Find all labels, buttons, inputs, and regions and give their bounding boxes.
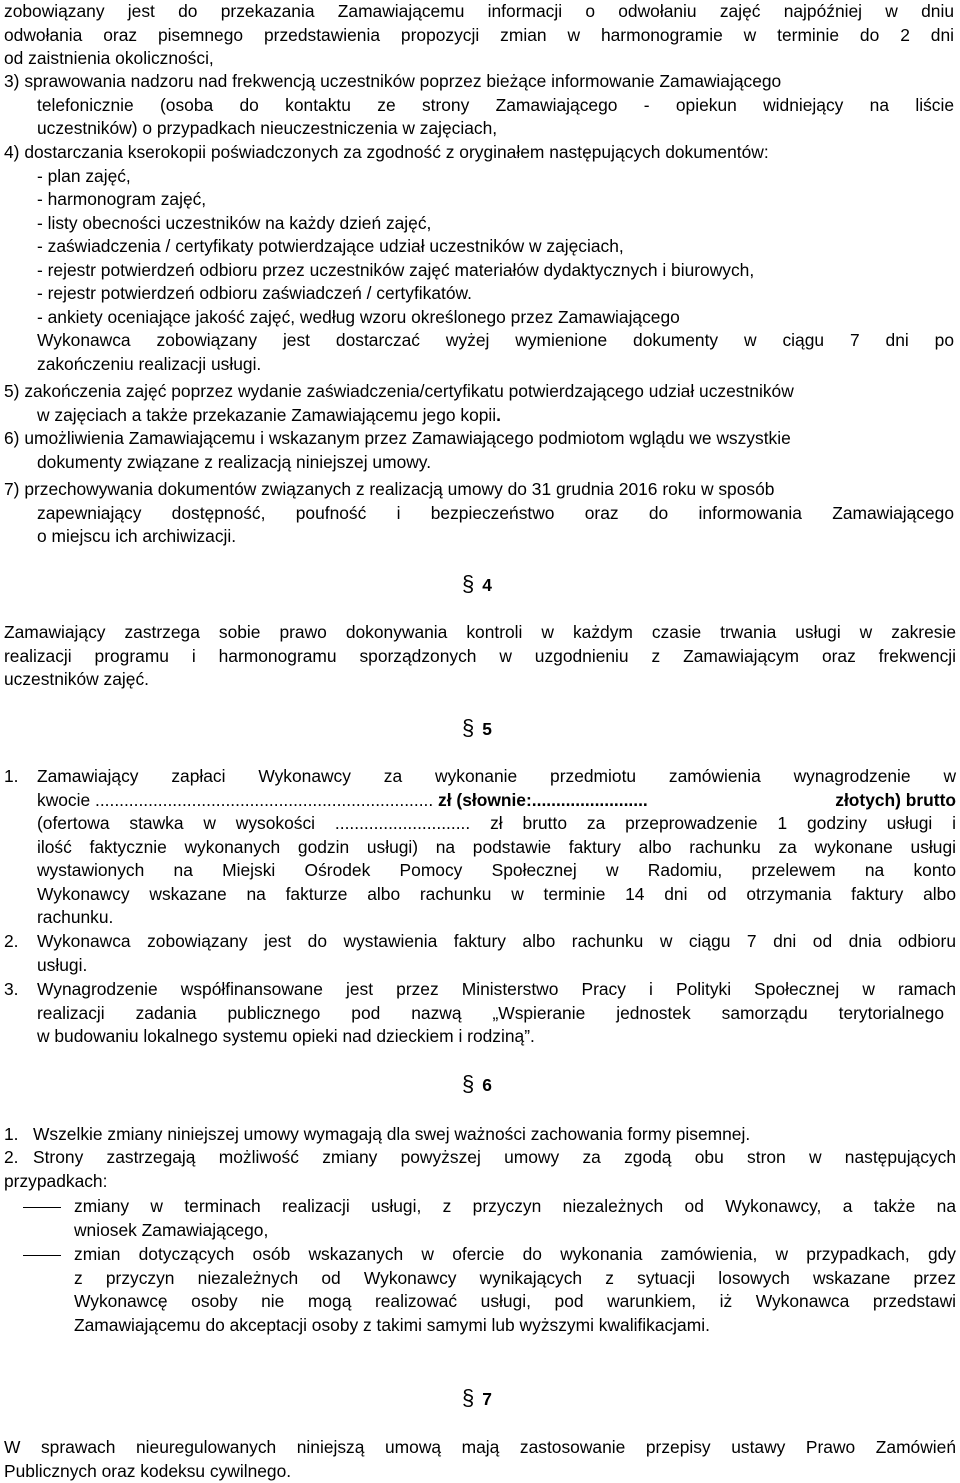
section-symbol: § bbox=[462, 571, 474, 596]
section-6-point-2 bbox=[4, 1146, 956, 1193]
item-number: 7) bbox=[4, 479, 19, 499]
text-line: zakończeniu realizacji usługi. bbox=[37, 353, 954, 377]
text-line bbox=[4, 380, 954, 404]
text-span: przechowywania dokumentów związanych z realizacją umowy do 31 grudnia 2016 roku w sposób bbox=[24, 479, 774, 499]
section-heading-7 bbox=[462, 1386, 492, 1412]
section-5-point-2 bbox=[4, 930, 956, 977]
text-line: wniosek Zamawiającego, bbox=[74, 1219, 956, 1243]
text-span: kwocie ...................................................................... bbox=[37, 790, 433, 810]
text-line: Zamawiający zastrzega sobie prawo dokonywania kontroli w każdym czasie trwania usługi w zakresie bbox=[4, 621, 956, 645]
dash-text bbox=[74, 1243, 956, 1337]
section-number: 5 bbox=[482, 719, 492, 739]
text-span: umożliwienia Zamawiającemu i wskazanym przez Zamawiającego podmiotom wglądu we wszystkie bbox=[24, 428, 790, 448]
section-number: 4 bbox=[482, 575, 492, 595]
text-line bbox=[4, 478, 954, 502]
text-line: usługi. bbox=[4, 954, 956, 978]
text-span: Wykonawca zobowiązany jest do wystawienia faktury albo rachunku w ciągu 7 dni od dnia odbioru bbox=[37, 931, 956, 951]
text-line: telefonicznie (osoba do kontaktu ze strony Zamawiającego - opiekun widniejący na liście bbox=[4, 94, 954, 118]
dash-marker bbox=[4, 1243, 74, 1337]
section-heading-4 bbox=[462, 572, 492, 598]
point-number: 2. bbox=[4, 930, 37, 954]
text-line: dokumenty związane z realizacją niniejszej umowy. bbox=[4, 451, 954, 475]
bold-period: . bbox=[496, 405, 501, 425]
text-line: Zamawiającemu do akceptacji osoby z takimi samymi lub wyższymi kwalifikacjami. bbox=[74, 1314, 956, 1338]
dash-marker bbox=[4, 1195, 74, 1242]
currency-label: zł (słownie: bbox=[433, 790, 532, 810]
text-line bbox=[4, 404, 954, 428]
section-5-point-1 bbox=[4, 765, 956, 930]
text-span: Zamawiający zapłaci Wykonawcy za wykonanie przedmiotu zamówienia wynagrodzenie w bbox=[37, 766, 956, 786]
point-number: 3. bbox=[4, 978, 37, 1002]
section-4-body bbox=[4, 621, 956, 692]
text-line: Wykonawcy wskazane na fakturze albo rachunku w terminie 14 dni od otrzymania faktury albo bbox=[37, 883, 956, 907]
text-line: zobowiązany jest do przekazania Zamawiającemu informacji o odwołaniu zajęć najpóźniej w dniu bbox=[4, 0, 954, 24]
text-line bbox=[4, 141, 954, 165]
dash-text bbox=[74, 1195, 956, 1242]
text-line: w budowaniu lokalnego systemu opieki nad dzieckiem i rodziną”. bbox=[4, 1025, 956, 1049]
point-number: 2. bbox=[4, 1146, 33, 1170]
list-item: - rejestr potwierdzeń odbioru przez uczestników zajęć materiałów dydaktycznych i biurowych, bbox=[37, 259, 954, 283]
text-line: W sprawach nieuregulowanych niniejszą umową mają zastosowanie przepisy ustawy Prawo Zamówień bbox=[4, 1436, 956, 1460]
text-line: uczestników) o przypadkach nieuczestniczenia w zajęciach, bbox=[4, 117, 954, 141]
dash-row bbox=[4, 1243, 956, 1337]
text-line: Wykonawcę osoby nie mogą realizować usługi, pod warunkiem, iż Wykonawca przedstawi bbox=[74, 1290, 956, 1314]
section-heading-6 bbox=[462, 1072, 492, 1098]
text-span: Wynagrodzenie współfinansowane jest przez Ministerstwo Pracy i Polityki Społecznej w ramach bbox=[37, 979, 956, 999]
text-span: zakończenia zajęć poprzez wydanie zaświadczenia/certyfikatu potwierdzającego udział uczestników bbox=[24, 381, 793, 401]
section-symbol: § bbox=[462, 1385, 474, 1410]
section-heading-5 bbox=[462, 716, 492, 742]
text-line: z przyczyn niezależnych od Wykonawcy wynikających z sytuacji losowych wskazane przez bbox=[74, 1267, 956, 1291]
item-number: 4) bbox=[4, 142, 19, 162]
list-item-6 bbox=[4, 427, 954, 474]
dash-item-1 bbox=[4, 1195, 956, 1242]
item-number: 6) bbox=[4, 428, 19, 448]
text-line: realizacji programu i harmonogramu sporządzonych w uzgodnieniu z Zamawiającym oraz frekwencji bbox=[4, 645, 956, 669]
list-item: - plan zajęć, bbox=[37, 165, 954, 189]
dash-row bbox=[4, 1195, 956, 1242]
item-number: 5) bbox=[4, 381, 19, 401]
text-line: Wykonawca zobowiązany jest dostarczać wyżej wymienione dokumenty w ciągu 7 dni po bbox=[37, 329, 954, 353]
list-item: - zaświadczenia / certyfikaty potwierdzające udział uczestników w zajęciach, bbox=[37, 235, 954, 259]
text-line: zapewniający dostępność, poufność i bezpieczeństwo oraz do informowania Zamawiającego bbox=[4, 502, 954, 526]
text-line bbox=[4, 1123, 956, 1147]
point-number: 1. bbox=[4, 765, 37, 789]
text-span: Strony zastrzegają możliwość zmiany powyższej umowy za zgodą obu stron w następujących bbox=[33, 1147, 956, 1167]
text-line: od zaistnienia okoliczności, bbox=[4, 47, 954, 71]
section-number: 6 bbox=[482, 1075, 492, 1095]
text-span: Wszelkie zmiany niniejszej umowy wymagają dla swej ważności zachowania formy pisemnej. bbox=[33, 1124, 750, 1144]
text-line: wystawionych na Miejski Ośrodek Pomocy Społecznej w Radomiu, przelewem na konto bbox=[37, 859, 956, 883]
text-line bbox=[4, 978, 956, 1002]
point-body bbox=[4, 789, 956, 930]
text-line: przypadkach: bbox=[4, 1170, 956, 1194]
list-item-4 bbox=[4, 141, 954, 376]
amount-label bbox=[37, 789, 648, 813]
text-line: uczestników zajęć. bbox=[4, 668, 956, 692]
text-line: zmiany w terminach realizacji usługi, z przyczyn niezależnych od Wykonawcy, a także na bbox=[74, 1195, 956, 1219]
section-number: 7 bbox=[482, 1389, 492, 1409]
list-item: - rejestr potwierdzeń odbioru zaświadczeń / certyfikatów. bbox=[37, 282, 954, 306]
list-item-7 bbox=[4, 478, 954, 549]
text-line: o miejscu ich archiwizacji. bbox=[4, 525, 954, 549]
text-line: (ofertowa stawka w wysokości ............................ zł brutto za przeprowadzenie 1 godziny usługi i bbox=[37, 812, 956, 836]
text-line bbox=[4, 1146, 956, 1170]
list-item: - ankiety oceniające jakość zajęć, według wzoru określonego przez Zamawiającego bbox=[37, 306, 954, 330]
section-6-point-1 bbox=[4, 1123, 956, 1147]
text-line: odwołania oraz pisemnego przedstawienia propozycji zmian w harmonogramie w terminie do 2 dni bbox=[4, 24, 954, 48]
list-item: - listy obecności uczestników na każdy dzień zajęć, bbox=[37, 212, 954, 236]
list-item-3 bbox=[4, 70, 954, 141]
section-5-point-3 bbox=[4, 978, 956, 1049]
list-item-5 bbox=[4, 380, 954, 427]
text-line bbox=[4, 765, 956, 789]
text-line: ilość faktycznie wykonanych godzin usługi) na podstawie faktury albo rachunku za wykonane usługi bbox=[37, 836, 956, 860]
gross-label: złotych) brutto bbox=[835, 789, 956, 813]
list-item: - harmonogram zajęć, bbox=[37, 188, 954, 212]
text-span: dostarczania kserokopii poświadczonych za zgodność z oryginałem następujących dokumentów: bbox=[24, 142, 768, 162]
amount-line bbox=[37, 789, 956, 813]
text-line bbox=[4, 930, 956, 954]
intro-paragraph bbox=[4, 0, 954, 71]
text-line: zmian dotyczących osób wskazanych w ofercie do wykonania zamówienia, w przypadkach, gdy bbox=[74, 1243, 956, 1267]
text-line bbox=[4, 427, 954, 451]
text-span: sprawowania nadzoru nad frekwencją uczestników poprzez bieżące informowanie Zamawiającego bbox=[24, 71, 781, 91]
section-symbol: § bbox=[462, 715, 474, 740]
section-symbol: § bbox=[462, 1071, 474, 1096]
dash-item-2 bbox=[4, 1243, 956, 1337]
amount-words-blank: ........................ bbox=[532, 790, 648, 810]
text-line: realizacji zadania publicznego pod nazwą „Wspieranie jednostek samorządu terytorialnego bbox=[4, 1002, 956, 1026]
text-line: Publicznych oraz kodeksu cywilnego. bbox=[4, 1460, 956, 1483]
item-number: 3) bbox=[4, 71, 19, 91]
document-list bbox=[4, 165, 954, 377]
text-span: w zajęciach a także przekazanie Zamawiającemu jego kopii bbox=[37, 405, 496, 425]
section-7-body bbox=[4, 1436, 956, 1483]
point-number: 1. bbox=[4, 1123, 33, 1147]
text-line: rachunku. bbox=[37, 906, 956, 930]
text-line bbox=[4, 70, 954, 94]
